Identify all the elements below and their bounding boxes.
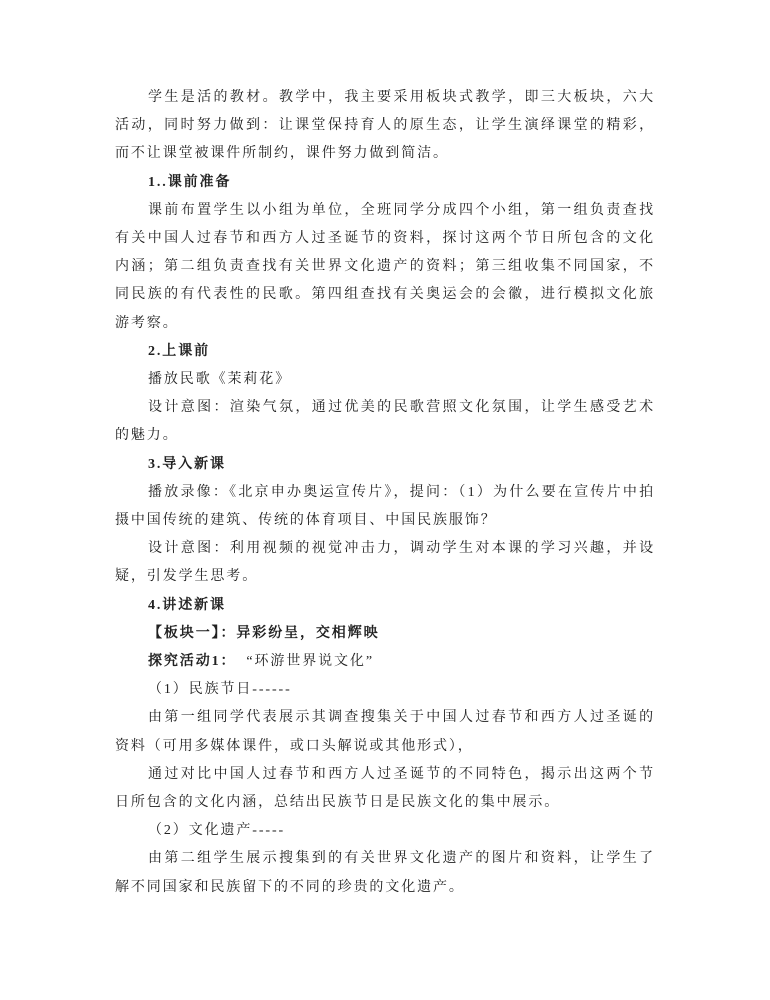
para-cultural-heritage: （2）文化遗产----- [148,823,286,839]
heading-module-one: 【板块一】：异彩纷呈，交相辉映 [148,625,380,641]
heading-new-lesson: 4.讲述新课 [148,597,226,613]
heading-activity-one [115,648,655,676]
para-play-folk-song: 播放民歌《茉莉花》 [148,372,292,388]
activity-one-title: “环游世界说文化” [246,654,374,670]
para-group1-present: 由第一组同学代表展示其调查搜集关于中国人过春节和西方人过圣诞的资料（可用多媒体课件，或口头解说或其他形式）， [115,710,655,754]
heading-lead-in: 3.导入新课 [148,456,226,472]
para-group2-present: 由第二组学生展示搜集到的有关世界文化遗产的图片和资料，让学生了解不同国家和民族留下的不同的珍贵的文化遗产。 [115,851,655,895]
activity-one-label: 探究活动1： [148,654,237,670]
para-design-intent-song: 设计意图：渲染气氛，通过优美的民歌营照文化氛围，让学生感受艺术的魅力。 [115,400,655,444]
para-ethnic-festival: （1）民族节日------ [148,682,292,698]
para-festival-compare: 通过对比中国人过春节和西方人过圣诞节的不同特色，揭示出这两个节日所包含的文化内涵，总结出民族节日是民族文化的集中展示。 [115,766,655,811]
heading-before-class: 2.上课前 [148,343,210,359]
para-play-video: 播放录像：《北京申办奥运宣传片》，提问：（1）为什么要在宣传片中拍摄中国传统的建筑、传统的体育项目、中国民族服饰？ [115,484,655,529]
para-design-intent-video: 设计意图：利用视频的视觉冲击力，调动学生对本课的学习兴趣，并设疑，引发学生思考。 [115,541,655,585]
para-intro: 学生是活的教材。教学中，我主要采用板块式教学，即三大板块，六大活动，同时努力做到：让课堂保持育人的原生态，让学生演绎课堂的精彩，而不让课堂被课件所制约，课件努力做到简洁。 [115,90,655,162]
para-prep-groups: 课前布置学生以小组为单位，全班同学分成四个小组，第一组负责查找有关中国人过春节和西方人过圣诞节的资料，探讨这两个节日所包含的文化内涵；第二组负责查找有关世界文化遗产的资料；第三组收集不同国家，不同民族的有代表性的民歌。第四组查找有关奥运会的会徽，进行模拟文化旅游考察。 [115,202,655,331]
heading-lesson-prep: 1..课前准备 [148,174,232,190]
